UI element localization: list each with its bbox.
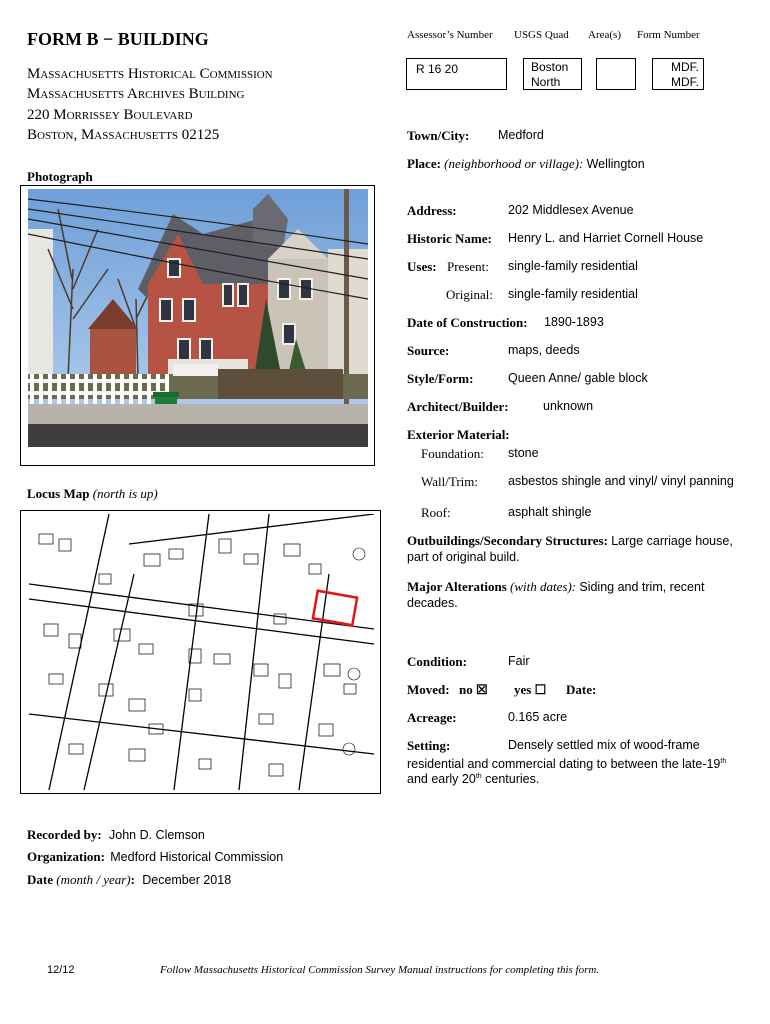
footer-instructions: Follow Massachusetts Historical Commission Survey Manual instructions for completing this form. [160,964,600,976]
city-address: Boston, Massachusetts 02125 [27,127,220,143]
record-date-row [27,872,231,888]
outbuildings-block [407,533,737,565]
setting-sup-1: th [720,758,727,765]
foundation-value: stone [508,446,539,460]
moved-label: Moved: [407,682,450,697]
condition-value: Fair [508,654,530,668]
architect-value: unknown [543,399,594,413]
architect-label: Architect/Builder: [407,399,509,414]
setting-text-b: residential and commercial dating to between the late-19 [407,757,721,772]
record-date-label: Date [27,872,53,887]
locus-map-frame [20,510,381,794]
assessor-number-value: R 16 20 [416,62,459,76]
town-value: Medford [498,128,544,142]
photograph-frame [20,185,375,466]
wall-label: Wall/Trim: [421,474,478,489]
setting-value-line1: Densely settled mix of wood-frame [508,738,700,752]
commission-name: Massachusetts Historical Commission [27,66,273,82]
outbuildings-value: Large carriage house, part of original build. [407,534,733,564]
setting-label: Setting: [407,738,451,753]
form-title: FORM B − BUILDING [27,29,209,49]
source-label: Source: [407,343,450,358]
date-construction-label: Date of Construction: [407,315,528,330]
present-label: Present: [447,259,489,274]
address-value: 202 Middlesex Avenue [508,203,634,217]
alterations-label: Major Alterations [407,579,507,594]
form-number-label: Form Number [637,29,700,41]
street-address: 220 Morrissey Boulevard [27,107,193,123]
photograph-label: Photograph [27,169,93,184]
place-value: Wellington [586,157,645,171]
wall-value: asbestos shingle and vinyl/ vinyl panning [508,474,734,488]
areas-field[interactable] [596,58,636,90]
areas-label: Area(s) [588,29,621,41]
outbuildings-label: Outbuildings/Secondary Structures: [407,533,608,548]
house-photo [28,189,368,447]
setting-value-line3 [407,769,539,787]
exterior-label: Exterior Material: [407,427,510,442]
setting-sup-2: th [475,773,482,780]
organization-row [27,849,283,865]
page-number: 12/12 [47,964,75,976]
locus-map [29,514,374,790]
acreage-label: Acreage: [407,710,457,725]
moved-no-checkbox[interactable]: no ☒ [459,682,488,697]
place-note: (neighborhood or village): [444,156,584,171]
recorded-value: John D. Clemson [109,828,205,842]
original-value: single-family residential [508,287,638,301]
date-construction-value: 1890-1893 [544,315,604,329]
recorded-row [27,827,205,843]
locus-map-note: (north is up) [92,486,158,501]
setting-text-d: centuries. [481,772,540,787]
acreage-value: 0.165 acre [508,710,568,724]
source-value: maps, deeds [508,343,580,357]
town-label: Town/City: [407,128,470,143]
usgs-label: USGS Quad [514,29,569,41]
place-label: Place: [407,156,441,171]
setting-text-c: and early 20 [407,772,476,787]
roof-label: Roof: [421,505,451,520]
roof-value: asphalt shingle [508,505,592,519]
form-number-field[interactable] [652,58,704,90]
usgs-quad-line2: North [531,75,561,89]
style-label: Style/Form: [407,371,474,386]
record-date-colon: : [130,872,135,887]
condition-label: Condition: [407,654,467,669]
assessor-label: Assessor’s Number [407,29,493,41]
alterations-note: (with dates): [510,579,577,594]
archives-building: Massachusetts Archives Building [27,86,245,102]
historic-name-label: Historic Name: [407,231,492,246]
style-value: Queen Anne/ gable block [508,371,648,385]
usgs-quad-line1: Boston [531,60,569,74]
historic-name-value: Henry L. and Harriet Cornell House [508,231,704,245]
form-number-line1: MDF. [671,60,699,74]
locus-map-label [27,486,158,502]
form-number-line2: MDF. [671,75,699,89]
record-date-value: December 2018 [142,873,232,887]
usgs-quad-field[interactable] [523,58,582,90]
record-date-note: (month / year) [56,872,131,887]
foundation-label: Foundation: [421,446,484,461]
original-label: Original: [446,287,493,302]
moved-date-label: Date: [566,682,597,697]
moved-yes-checkbox[interactable]: yes ☐ [514,682,547,697]
organization-value: Medford Historical Commission [110,850,284,864]
uses-label: Uses: [407,259,437,274]
place-row [407,156,645,172]
recorded-label: Recorded by: [27,827,102,842]
alterations-value: Siding and trim, recent decades. [407,580,705,610]
address-label: Address: [407,203,457,218]
organization-label: Organization: [27,849,105,864]
alterations-block [407,579,737,611]
present-value: single-family residential [508,259,638,273]
assessor-number-field[interactable] [406,58,507,90]
locus-map-title: Locus Map [27,486,90,501]
